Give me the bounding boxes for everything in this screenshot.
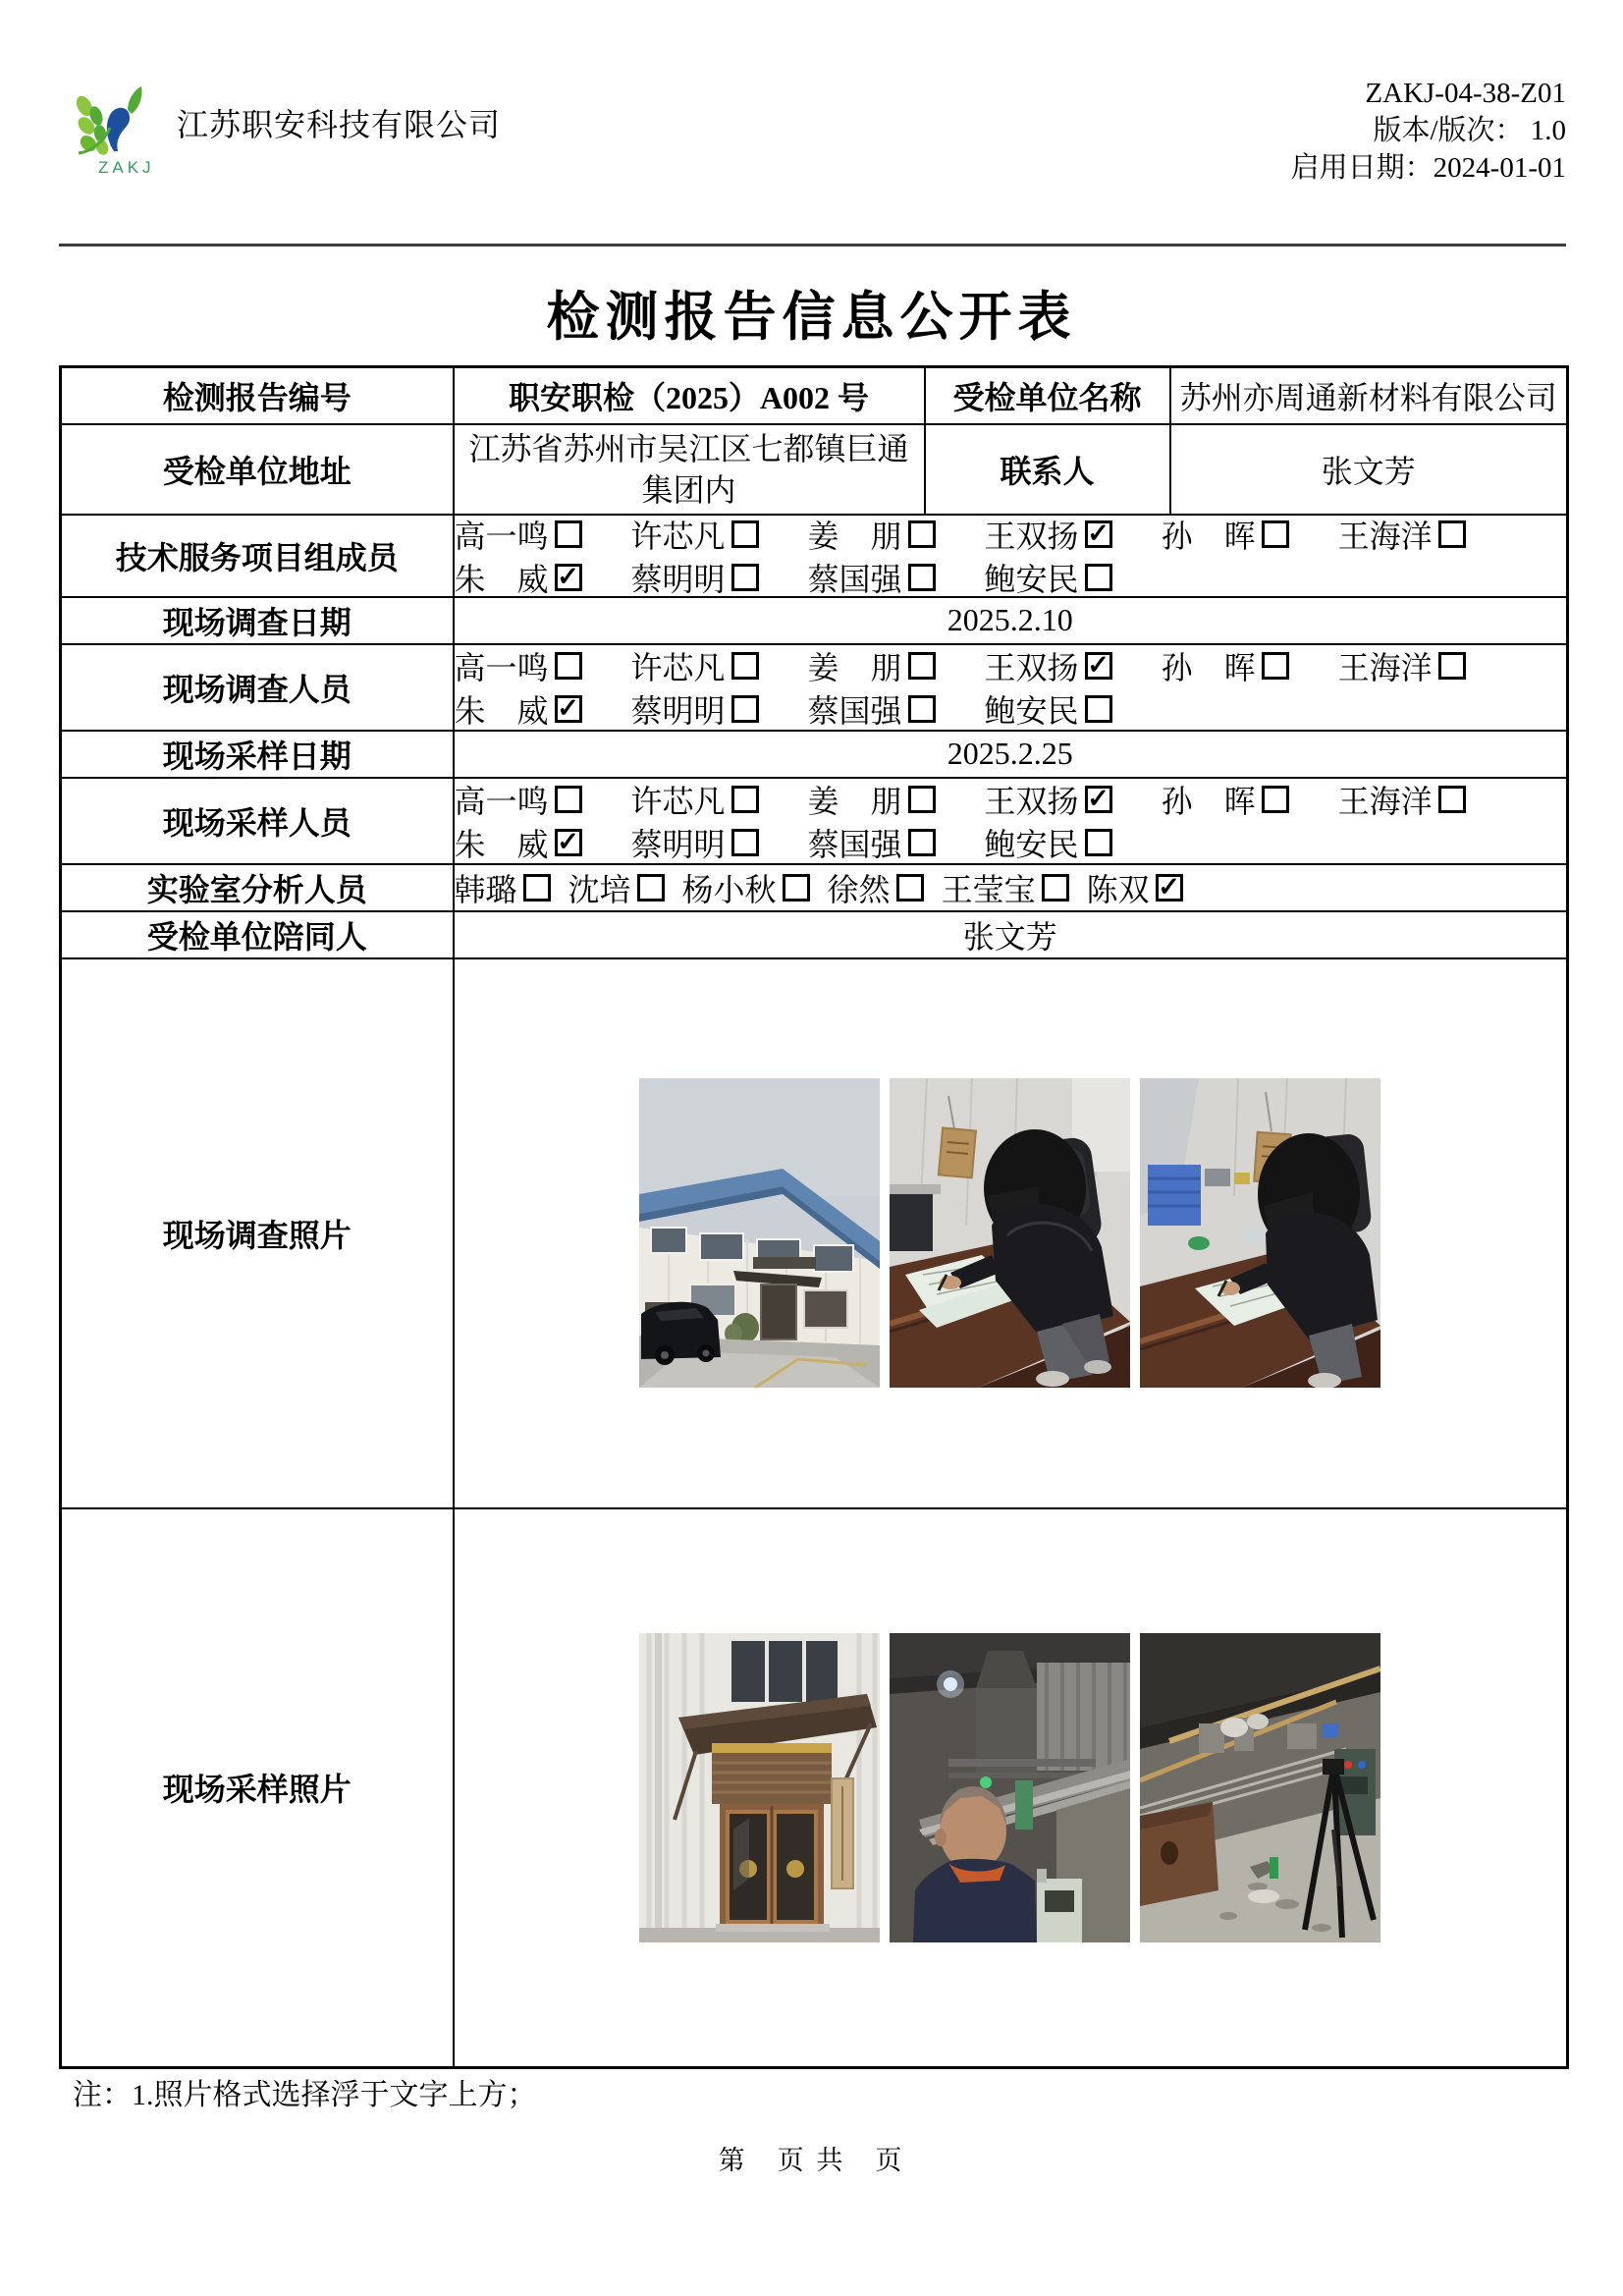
lab-staff-label: 实验室分析人员: [61, 864, 454, 911]
person-name: 鲍安民: [984, 826, 1079, 862]
survey-staff-label: 现场调查人员: [61, 644, 454, 731]
survey-photo-factory-exterior: [639, 1078, 880, 1388]
checkbox-unchecked[interactable]: [1438, 520, 1466, 548]
contact-label: 联系人: [925, 424, 1170, 515]
checkbox-checked[interactable]: ✓: [1085, 786, 1112, 813]
checkbox-unchecked[interactable]: [731, 652, 759, 680]
person-checkbox-item: [942, 865, 1069, 910]
person-name: 孙 晖: [1161, 518, 1256, 554]
survey-photo-signing-2: [1140, 1078, 1380, 1388]
survey-date-label: 现场调查日期: [61, 597, 454, 644]
person-name: 王双扬: [984, 649, 1079, 685]
zakj-logo-icon: [69, 82, 171, 177]
checkbox-checked[interactable]: ✓: [555, 829, 582, 856]
checkbox-unchecked[interactable]: [1085, 829, 1112, 856]
checkbox-unchecked[interactable]: [523, 874, 551, 902]
person-checkbox-item: [455, 643, 582, 688]
person-checkbox-item: [455, 686, 582, 732]
checkbox-unchecked[interactable]: [908, 520, 936, 548]
person-checkbox-item: [828, 865, 924, 910]
person-checkbox-item: [631, 686, 759, 732]
org-address-value: 江苏省苏州市吴江区七都镇巨通集团内: [454, 424, 925, 515]
checkbox-unchecked[interactable]: [555, 652, 582, 680]
person-name: 许芯凡: [630, 518, 726, 554]
report-no-value: 职安职检（2025）A002 号: [454, 367, 925, 424]
checkbox-unchecked[interactable]: [731, 829, 759, 856]
sampling-staff-line-1: [455, 781, 1567, 818]
person-checkbox-item: [1162, 643, 1289, 688]
checkbox-unchecked[interactable]: [1262, 786, 1289, 813]
person-name: 蔡明明: [630, 826, 726, 862]
team-members-line-2: [455, 559, 1567, 596]
checkbox-checked[interactable]: ✓: [1156, 874, 1183, 902]
person-checkbox-item: [455, 820, 582, 865]
sampling-photos-label: 现场采样照片: [61, 1508, 454, 2068]
team-members-line-1: [455, 516, 1567, 553]
lab-staff-cell: [454, 864, 1568, 911]
person-name: 蔡明明: [630, 692, 726, 729]
doc-date-line: 启用日期：2024-01-01: [1290, 152, 1566, 184]
report-info-table: [59, 365, 1569, 2069]
checkbox-unchecked[interactable]: [731, 520, 759, 548]
checkbox-unchecked[interactable]: [731, 564, 759, 591]
survey-staff-line-2: [455, 690, 1567, 728]
sampling-staff-label: 现场采样人员: [61, 778, 454, 864]
person-checkbox-item: [631, 777, 759, 822]
survey-photos-label: 现场调查照片: [61, 958, 454, 1508]
checkbox-unchecked[interactable]: [908, 786, 936, 813]
person-checkbox-item: [455, 555, 582, 600]
sampling-photos-cell: [454, 1508, 1568, 2068]
person-checkbox-item: [631, 555, 759, 600]
person-name: 高一鸣: [454, 783, 549, 819]
checkbox-unchecked[interactable]: [1085, 564, 1112, 591]
person-checkbox-item: [808, 686, 936, 732]
person-name: 蔡国强: [807, 561, 902, 597]
sampling-staff-line-2: [455, 824, 1567, 861]
checkbox-unchecked[interactable]: [731, 695, 759, 723]
survey-photo-strip: [455, 1078, 1567, 1388]
header-divider: [59, 244, 1566, 246]
person-name: 姜 朋: [807, 518, 902, 554]
checkbox-unchecked[interactable]: [908, 829, 936, 856]
person-checkbox-item: [631, 512, 759, 557]
sampling-photo-tripod: [1140, 1633, 1380, 1942]
lab-staff-line: [455, 869, 1567, 906]
checkbox-unchecked[interactable]: [1438, 786, 1466, 813]
person-checkbox-item: [1338, 643, 1466, 688]
person-name: 王双扬: [984, 783, 1079, 819]
company-name: 江苏职安科技有限公司: [177, 107, 502, 142]
person-name: 蔡明明: [630, 561, 726, 597]
person-checkbox-item: [985, 777, 1112, 822]
person-checkbox-item: [985, 686, 1112, 732]
person-name: 韩璐: [454, 871, 517, 907]
checkbox-unchecked[interactable]: [896, 874, 924, 902]
report-no-label: 检测报告编号: [61, 367, 454, 424]
person-name: 朱 威: [454, 561, 549, 597]
checkbox-unchecked[interactable]: [908, 652, 936, 680]
org-name-label: 受检单位名称: [925, 367, 1170, 424]
person-name: 蔡国强: [807, 692, 902, 729]
person-checkbox-item: [808, 512, 936, 557]
sampling-photo-strip: [455, 1633, 1567, 1942]
person-name: 蔡国强: [807, 826, 902, 862]
footnote: 注：1.照片格式选择浮于文字上方；: [73, 2079, 537, 2111]
person-checkbox-item: [808, 820, 936, 865]
doc-version-line: 版本/版次： 1.0: [1373, 115, 1566, 146]
checkbox-unchecked[interactable]: [908, 564, 936, 591]
person-name: 孙 晖: [1161, 649, 1256, 685]
checkbox-checked[interactable]: ✓: [1085, 520, 1112, 548]
checkbox-unchecked[interactable]: [555, 786, 582, 813]
person-checkbox-item: [1087, 865, 1183, 910]
person-name: 姜 朋: [807, 783, 902, 819]
person-checkbox-item: [455, 777, 582, 822]
checkbox-unchecked[interactable]: [783, 874, 810, 902]
checkbox-unchecked[interactable]: [637, 874, 665, 902]
person-name: 王莹宝: [941, 871, 1036, 907]
person-name: 姜 朋: [807, 649, 902, 685]
person-checkbox-item: [985, 643, 1112, 688]
doc-code: ZAKJ-04-38-Z01: [1365, 78, 1566, 109]
sampling-photo-production-line: [890, 1633, 1130, 1942]
person-checkbox-item: [808, 643, 936, 688]
checkbox-unchecked[interactable]: [731, 786, 759, 813]
person-name: 沈培: [568, 871, 631, 907]
checkbox-unchecked[interactable]: [1042, 874, 1069, 902]
person-checkbox-item: [631, 643, 759, 688]
person-name: 杨小秋: [681, 871, 777, 907]
person-name: 王海洋: [1337, 518, 1433, 554]
survey-staff-cell: [454, 644, 1568, 731]
person-checkbox-item: [631, 820, 759, 865]
checkbox-checked[interactable]: ✓: [555, 695, 582, 723]
person-name: 鲍安民: [984, 561, 1079, 597]
person-name: 陈双: [1086, 871, 1150, 907]
page-number-line: 第 页 共 页: [718, 2146, 905, 2175]
person-name: 朱 威: [454, 692, 549, 729]
sampling-date-value: 2025.2.25: [454, 731, 1568, 778]
survey-staff-line-1: [455, 647, 1567, 684]
checkbox-unchecked[interactable]: [1262, 520, 1289, 548]
page-title: 检测报告信息公开表: [546, 288, 1077, 347]
accompany-value: 张文芳: [454, 911, 1568, 958]
person-name: 许芯凡: [630, 783, 726, 819]
checkbox-unchecked[interactable]: [555, 520, 582, 548]
org-name-value: 苏州亦周通新材料有限公司: [1170, 367, 1568, 424]
person-name: 徐然: [827, 871, 891, 907]
person-checkbox-item: [455, 865, 551, 910]
person-checkbox-item: [985, 820, 1112, 865]
org-address-label: 受检单位地址: [61, 424, 454, 515]
company-logo: [69, 82, 171, 177]
checkbox-checked[interactable]: ✓: [1085, 652, 1112, 680]
sampling-date-label: 现场采样日期: [61, 731, 454, 778]
team-label: 技术服务项目组成员: [61, 515, 454, 597]
checkbox-unchecked[interactable]: [908, 695, 936, 723]
accompany-label: 受检单位陪同人: [61, 911, 454, 958]
logo-text: ZAKJ: [98, 158, 155, 177]
team-members-cell: [454, 515, 1568, 597]
person-checkbox-item: [808, 555, 936, 600]
survey-photo-signing-1: [890, 1078, 1130, 1388]
person-name: 许芯凡: [630, 649, 726, 685]
person-name: 高一鸣: [454, 649, 549, 685]
checkbox-unchecked[interactable]: [1262, 652, 1289, 680]
checkbox-checked[interactable]: ✓: [555, 564, 582, 591]
person-name: 高一鸣: [454, 518, 549, 554]
person-checkbox-item: [682, 865, 810, 910]
document-meta: [1291, 75, 1566, 187]
person-checkbox-item: [455, 512, 582, 557]
sampling-photo-entrance-door: [639, 1633, 880, 1942]
person-checkbox-item: [985, 512, 1112, 557]
checkbox-unchecked[interactable]: [1085, 695, 1112, 723]
contact-value: 张文芳: [1170, 424, 1568, 515]
person-name: 王海洋: [1337, 649, 1433, 685]
person-name: 鲍安民: [984, 692, 1079, 729]
person-name: 王海洋: [1337, 783, 1433, 819]
person-checkbox-item: [985, 555, 1112, 600]
person-checkbox-item: [1162, 512, 1289, 557]
checkbox-unchecked[interactable]: [1438, 652, 1466, 680]
person-name: 朱 威: [454, 826, 549, 862]
person-name: 孙 晖: [1161, 783, 1256, 819]
person-checkbox-item: [1338, 777, 1466, 822]
person-checkbox-item: [1162, 777, 1289, 822]
person-name: 王双扬: [984, 518, 1079, 554]
person-checkbox-item: [808, 777, 936, 822]
survey-photos-cell: [454, 958, 1568, 1508]
sampling-staff-cell: [454, 778, 1568, 864]
survey-date-value: 2025.2.10: [454, 597, 1568, 644]
person-checkbox-item: [1338, 512, 1466, 557]
person-checkbox-item: [568, 865, 665, 910]
